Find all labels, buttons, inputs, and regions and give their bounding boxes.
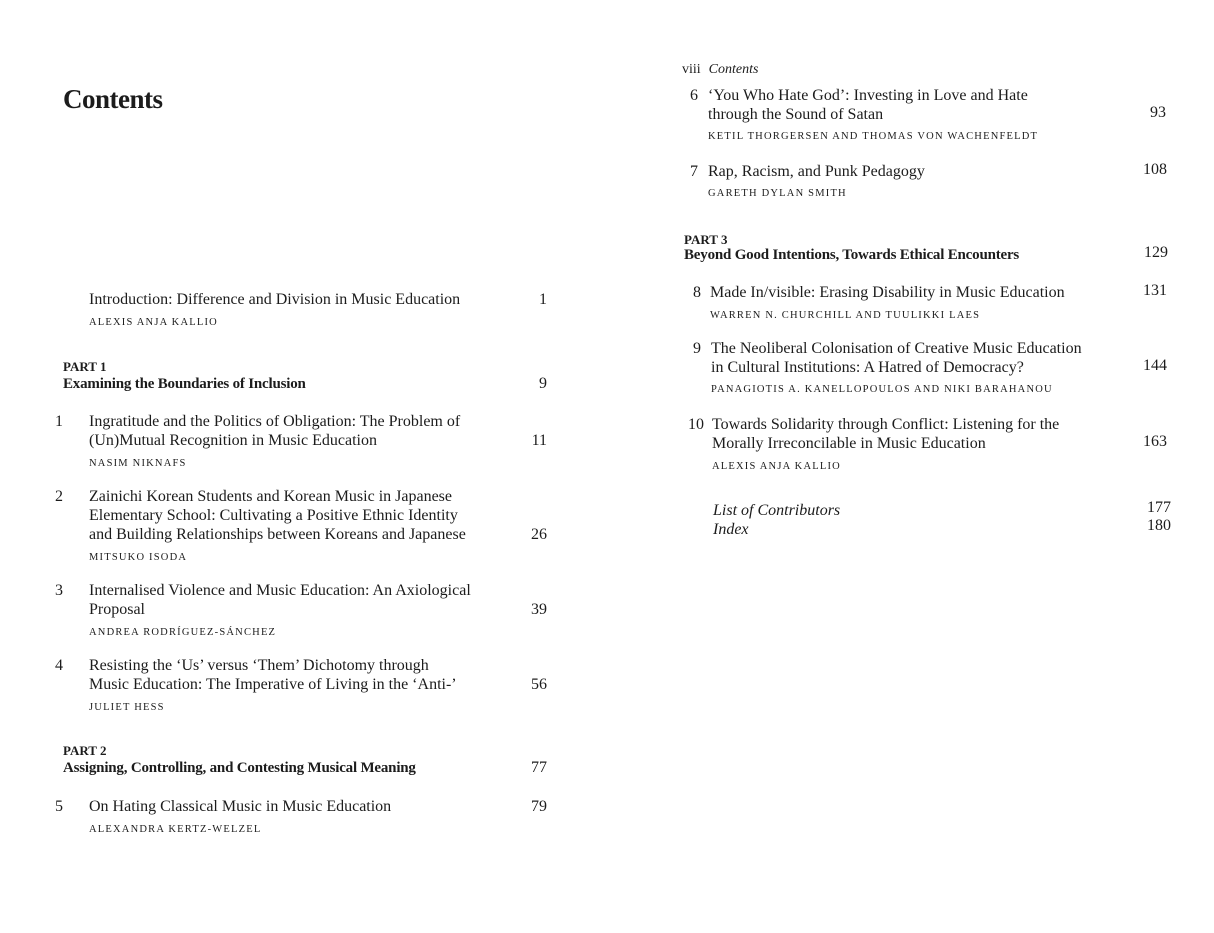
entry-author: ALEXIS ANJA KALLIO (89, 317, 218, 328)
chapter-number: 10 (688, 416, 704, 433)
entry-title-line: and Building Relationships between Koreans and Japanese (89, 526, 466, 543)
entry-page-number: 79 (531, 798, 547, 815)
entry-title-line: On Hating Classical Music in Music Education (89, 798, 392, 815)
entry-title-line: The Neoliberal Colonisation of Creative Music Education (711, 340, 1082, 357)
entry-title-line: ‘You Who Hate God’: Investing in Love and Hate (708, 87, 1028, 104)
chapter-number: 7 (690, 163, 698, 180)
running-head-label: Contents (708, 62, 759, 77)
entry-author: KETIL THORGERSEN AND THOMAS VON WACHENFELDT (708, 131, 1039, 142)
toc-entry-index[interactable]: Index (713, 521, 749, 538)
part-title[interactable]: Examining the Boundaries of Inclusion (63, 376, 306, 392)
folio: viii (682, 62, 701, 77)
chapter-number: 4 (55, 657, 63, 674)
part-label: PART 2 (63, 743, 107, 758)
toc-entry-chapter-3[interactable] (41, 581, 559, 641)
entry-page-number: 39 (531, 601, 547, 618)
entry-title-line: Proposal (89, 601, 145, 618)
entry-author: PANAGIOTIS A. KANELLOPOULOS AND NIKI BARAHANOU (711, 384, 1053, 395)
page-title: Contents (63, 84, 163, 114)
entry-page-number: 1 (539, 291, 547, 308)
entry-title-line: Made In/visible: Erasing Disability in Music Education (710, 284, 1065, 301)
entry-title-line: Music Education: The Imperative of Living in the ‘Anti-’ (89, 676, 457, 693)
toc-entry-chapter-8[interactable] (684, 283, 1169, 323)
part-page-number: 77 (531, 759, 547, 776)
entry-title-line: Ingratitude and the Politics of Obligation: The Problem of (89, 413, 461, 430)
part-title[interactable]: Assigning, Controlling, and Contesting Musical Meaning (63, 760, 416, 776)
entry-page-number: 131 (1143, 282, 1167, 299)
entry-page-number: 144 (1143, 357, 1167, 374)
toc-entry-chapter-5[interactable] (41, 797, 559, 837)
entry-title-line: Internalised Violence and Music Education: An Axiological (89, 582, 471, 599)
entry-page-number: 11 (531, 432, 547, 449)
entry-title-line: Rap, Racism, and Punk Pedagogy (708, 163, 925, 180)
entry-title-line: in Cultural Institutions: A Hatred of Democracy? (711, 359, 1024, 376)
part-page-number: 9 (539, 375, 547, 392)
part-page-number: 129 (1144, 244, 1168, 261)
entry-title-line: Elementary School: Cultivating a Positive Ethnic Identity (89, 507, 458, 524)
chapter-number: 6 (690, 87, 698, 104)
entry-title-line: through the Sound of Satan (708, 106, 884, 123)
entry-page-number: 177 (1147, 499, 1171, 516)
toc-entry-chapter-7[interactable] (684, 162, 1169, 202)
chapter-number: 1 (55, 413, 63, 430)
toc-entry-chapter-1[interactable] (41, 412, 559, 472)
part-label: PART 1 (63, 359, 107, 374)
part-label: PART 3 (684, 232, 728, 247)
entry-title: Introduction: Difference and Division in Music Education (89, 291, 461, 308)
toc-entry-chapter-2[interactable] (41, 487, 559, 567)
right-page (607, 0, 1214, 933)
entry-page-number: 108 (1143, 161, 1167, 178)
running-head (682, 62, 758, 78)
entry-author: ALEXIS ANJA KALLIO (712, 461, 841, 472)
toc-entry-chapter-9[interactable] (684, 339, 1169, 399)
entry-title-line: Morally Irreconcilable in Music Education (712, 435, 986, 452)
entry-page-number: 180 (1147, 517, 1171, 534)
entry-page-number: 93 (1150, 104, 1166, 121)
entry-author: ALEXANDRA KERTZ-WELZEL (89, 824, 262, 835)
chapter-number: 9 (693, 340, 701, 357)
entry-author: MITSUKO ISODA (89, 552, 188, 563)
part-title[interactable]: Beyond Good Intentions, Towards Ethical Encounters (684, 247, 1020, 263)
entry-title-line: Zainichi Korean Students and Korean Music in Japanese (89, 488, 453, 505)
entry-page-number: 163 (1143, 433, 1167, 450)
entry-page-number: 56 (531, 676, 547, 693)
toc-entry-chapter-4[interactable] (41, 656, 559, 716)
entry-author: ANDREA RODRÍGUEZ-SÁNCHEZ (89, 627, 277, 638)
entry-author: GARETH DYLAN SMITH (708, 188, 847, 199)
chapter-number: 8 (693, 284, 701, 301)
entry-page-number: 26 (531, 526, 547, 543)
chapter-number: 3 (55, 582, 63, 599)
chapter-number: 2 (55, 488, 63, 505)
toc-entry-list-of-contributors[interactable]: List of Contributors (713, 502, 841, 519)
entry-title-line: (Un)Mutual Recognition in Music Education (89, 432, 377, 449)
entry-title-line: Resisting the ‘Us’ versus ‘Them’ Dichotomy through (89, 657, 429, 674)
entry-title-line: Towards Solidarity through Conflict: Listening for the (712, 416, 1060, 433)
toc-entry-chapter-6[interactable] (684, 86, 1169, 146)
entry-author: WARREN N. CHURCHILL AND TUULIKKI LAES (710, 310, 981, 321)
entry-author: JULIET HESS (89, 702, 165, 713)
entry-author: NASIM NIKNAFS (89, 458, 187, 469)
toc-entry-introduction[interactable] (89, 290, 559, 330)
toc-entry-chapter-10[interactable] (684, 415, 1169, 475)
chapter-number: 5 (55, 798, 63, 815)
